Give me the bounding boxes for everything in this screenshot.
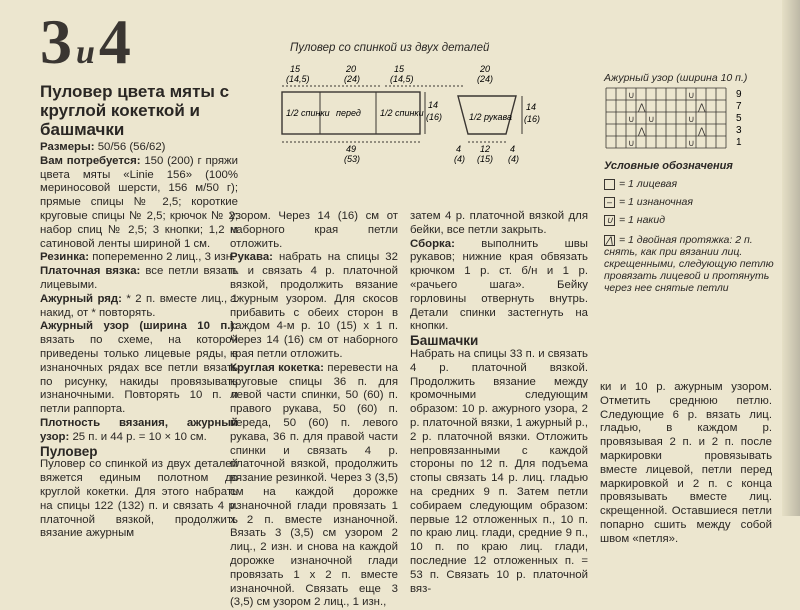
lace-pattern-paragraph: Ажурный узор (ширина 10 п.): вязать по схеме, на которой приведены только лицевые ряды, в изнаночных рядах все петли вязать по рисунку, накиды провязывать изнаночными. Повторять 10 п. и петли раппорта. [40, 320, 238, 416]
dim-back-left-alt: (14,5) [286, 74, 310, 84]
legend-purl: – = 1 изнаночная [604, 196, 693, 208]
pulover-continuation: узором. Через 14 (16) см от наборного края петли отложить. [230, 210, 398, 250]
chart-symbol: ∪ [688, 138, 695, 148]
row-label-5: 5 [736, 113, 742, 124]
sleeves-paragraph: Рукава: набрать на спицы 32 п. и связать 4 р. платочной вязкой, продолжить вязание ажурным узором. Для скосов прибавить с обеих сторон в каждом 4-м р. 10 (15) х 1 п. Через 14 (16) см от наборного края петли отложить. [230, 251, 398, 360]
conjunction: и [76, 34, 95, 71]
dim-back-right-alt: (14,5) [390, 74, 414, 84]
yoke-continuation: затем 4 р. платочной вязкой для бейки, все петли закрыть. [410, 210, 588, 236]
sleeve-bottom-alt: (15) [477, 154, 494, 164]
sleeve-bottom: 12 [480, 144, 491, 154]
row-label-9: 9 [736, 89, 742, 100]
eyelet-row-paragraph: Ажурный ряд: * 2 п. вместе лиц., 1 накид, от * повторять. [40, 292, 238, 319]
gauge-paragraph: Плотность вязания, ажурный узор: 25 п. и 44 р. = 10 × 10 см. [40, 416, 238, 443]
bashmachki-heading: Башмачки [410, 333, 479, 349]
yoke-paragraph: Круглая кокетка: перевести на круговые спицы 36 п. для левой части спинки, 50 (60) п. правого рукава, 50 (60) п. переда, 50 (60) п. левого рукава, 36 п. для правой части спинки и связать 4 р. платочной вязкой, продолжить вязание резинкой. Через 3 (3,5) см на каждой дорожке изнаночной глади провязать 1 х 2 п. вместе изнаночной. Вязать 3 (3,5) см узором 2 лиц., 2 изн. и снова на каждой дорожке изнаночной глади провязать 1 х 2 п. вместе изнаночной. Связать еще 3 (3,5) см узором 2 лиц., 1 изн., [230, 361, 399, 609]
piece-back-left: 1/2 спинки [286, 108, 330, 118]
piece-front: перед [336, 108, 361, 118]
dim-front-alt: (24) [344, 74, 361, 84]
sleeve-top: 20 [480, 64, 491, 74]
column-4 [600, 381, 772, 547]
dim-back-right: 15 [394, 64, 405, 74]
chart-symbol: ∪ [688, 90, 695, 100]
chart-symbol: ∪ [688, 114, 695, 124]
piece-back-right: 1/2 спинки [380, 108, 424, 118]
double-decrease-symbol-icon: ⋀ [605, 234, 614, 245]
sleeve-label: 1/2 рукава [469, 112, 512, 122]
sleeve-cuff-left-alt: (4) [454, 154, 465, 164]
knit-symbol-icon [604, 179, 615, 190]
schematic-diagram [270, 58, 600, 168]
sleeve-top-alt: (24) [477, 74, 494, 84]
legend-yarnover: ∪ = 1 накид [604, 214, 665, 226]
chart-symbol: ⋀ [698, 126, 706, 136]
row-label-1: 1 [736, 137, 742, 148]
chart-symbol: ∪ [628, 90, 635, 100]
page-title: Пуловер цвета мяты с круглой кокеткой и башмачки [40, 82, 230, 139]
sleeve-height-alt: (16) [524, 114, 541, 124]
chart-symbol: ⋀ [638, 102, 646, 112]
dim-height-alt: (16) [426, 112, 443, 122]
row-label-3: 3 [736, 125, 742, 136]
pulover-heading: Пуловер [40, 443, 98, 459]
bashmachki-continuation: ки и 10 р. ажурным узором. Отметить среднюю петлю. Следующие 6 р. вязать лиц. гладью, в каждом р. провязывая 2 п. и 2 п. после маркировки провязывать вместе лицевой, петли перед маркировкой и 2 п. с конца провязывать вместе лиц. скрещенной. Оставшиеся петли попарно сшить между собой швом «петля». [600, 381, 772, 545]
legend-decrease: ⋀ = 1 двойная протяжка: 2 п. снять, как при вязании лиц. скрещенными, следующую петлю провязать лицевой и протянуть через нее снятые петли [604, 234, 774, 294]
chart-symbol: ∪ [628, 138, 635, 148]
yarnover-symbol-icon: ∪ [604, 215, 615, 226]
lace-chart-title: Ажурный узор (ширина 10 п.) [604, 72, 748, 84]
pulover-paragraph: Пуловер со спинкой из двух деталей вяжется единым полотном до круглой кокетки. Для этого набрать на спицы 122 (132) п. и связать 4 р. платочной вязкой, продолжить вязание ажурным [40, 458, 238, 540]
dim-back-left: 15 [290, 64, 301, 74]
chart-symbol: ⋀ [638, 126, 646, 136]
sleeve-cuff-left: 4 [456, 144, 462, 154]
sleeve-height: 14 [526, 102, 537, 112]
chart-symbol: ∪ [648, 114, 655, 124]
row-label-7: 7 [736, 101, 742, 112]
lace-chart [604, 86, 754, 154]
legend-title: Условные обозначения [604, 160, 733, 172]
sleeve-cuff-right-alt: (4) [508, 154, 519, 164]
column-2 [230, 210, 398, 610]
dim-height: 14 [428, 100, 439, 110]
number-4: 4 [98, 6, 131, 77]
legend-knit: = 1 лицевая [604, 178, 677, 190]
sleeve-cuff-right: 4 [510, 144, 516, 154]
page-edge [782, 0, 800, 516]
garter-paragraph: Платочная вязка: все петли вязать лицевыми. [40, 265, 238, 291]
assembly-paragraph: Сборка: выполнить швы рукавов; нижние края обвязать крючком 1 р. ст. б/н и 1 р. «рачьего шага». Бейку горловины отвернуть внутрь. Детали спинки застегнуть на кнопки. [410, 237, 588, 333]
pattern-number [40, 6, 131, 77]
column-1 [40, 141, 238, 541]
dim-front: 20 [346, 64, 357, 74]
chart-symbol: ∪ [628, 114, 635, 124]
ribbing-paragraph: Резинка: попеременно 2 лиц., 3 изн. [40, 251, 236, 264]
dim-width-alt: (53) [344, 154, 361, 164]
chart-symbol: ⋀ [698, 102, 706, 112]
purl-symbol-icon: – [604, 197, 615, 208]
dim-width: 49 [346, 144, 357, 154]
bashmachki-paragraph: Набрать на спицы 33 п. и связать 4 р. платочной вязкой. Продолжить вязание между кромочными следующим образом: 10 р. ажурного узора, 2 р. платочной вязки, 1 ажурный р., 2 р. платочной вязки. Отложить непровязанными с каждой стороны по 12 п. Для подъема стопы связать 14 р. лиц. гладью на средних 9 п. Затем петли собираем следующим образом: первые 12 отложенных п., 10 п. по краю лиц. глади, средние 9 п., 10 п. по краю лиц. глади, последние 12 отложенных п. = 53 п. Связать 10 р. платочной вяз- [410, 347, 588, 595]
materials-paragraph: Вам потребуется: 150 (200) г пряжи цвета мяты «Linie 156» (100% мериносовой шерсти, 156 м/50 г); прямые спицы № 2,5; короткие круговые спицы № 2,5; крючок № 2; набор спиц № 2,5; 3 кнопки; 1,2 м сатиновой ленты шириной 1 см. [40, 154, 238, 250]
number-3: 3 [40, 6, 72, 77]
sizes-paragraph: Размеры: 50/56 (56/62) [40, 141, 166, 153]
diagram-title: Пуловер со спинкой из двух деталей [290, 42, 490, 54]
column-3 [410, 210, 588, 596]
